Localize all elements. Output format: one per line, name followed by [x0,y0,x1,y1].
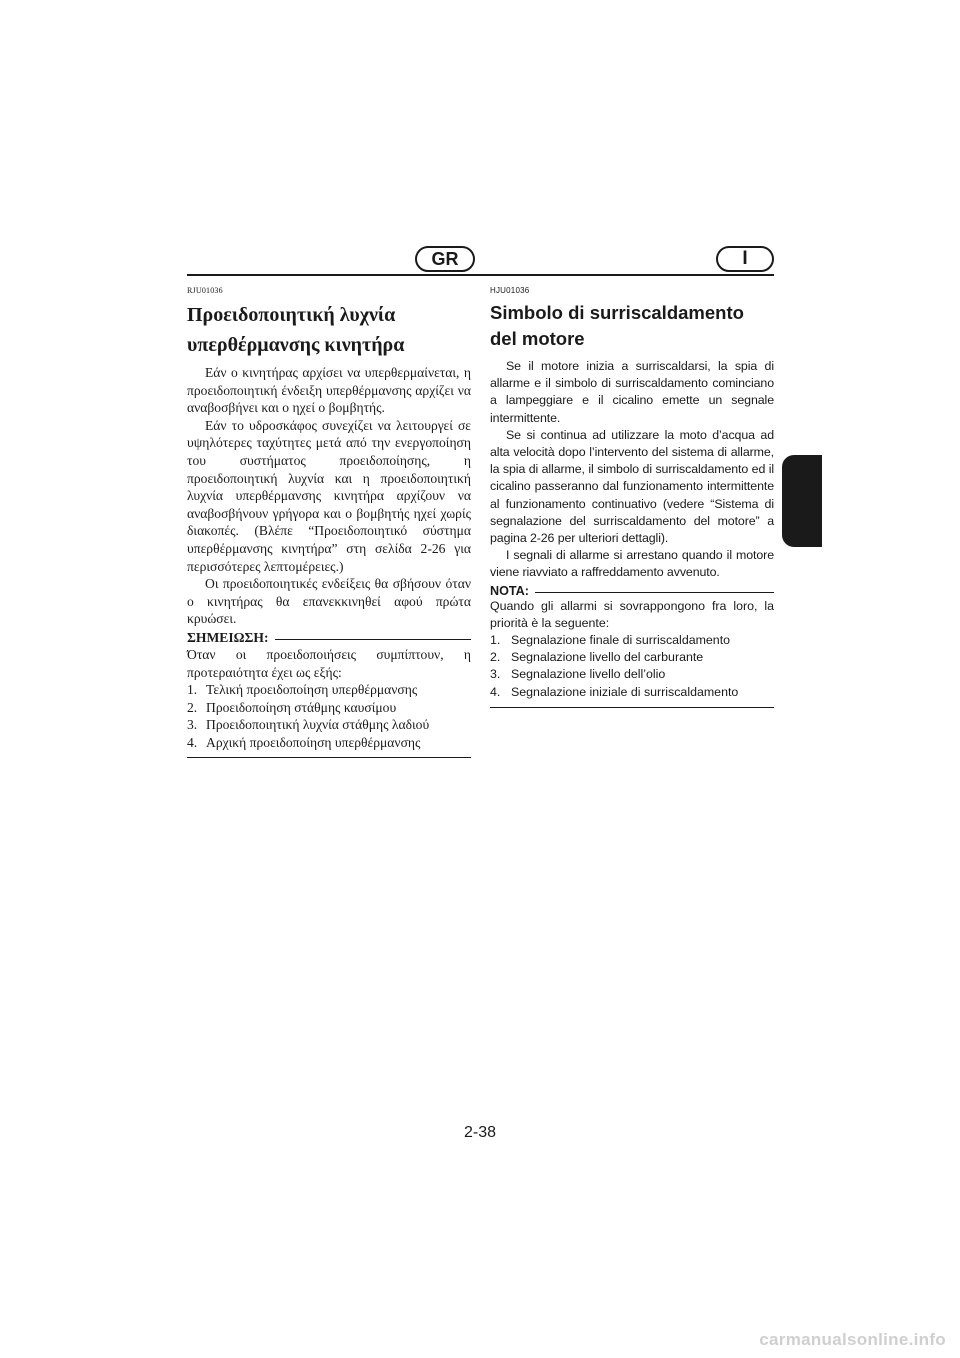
note-label: NOTA: [490,583,529,598]
body-paragraph: Εάν ο κινητήρας αρχίσει να υπερθερμαίνεται, η προειδοποιητική ένδειξη υπερθέρμανσης αρχίζει να αναβοσβήνει και ο ηχεί ο βομβητής. [187,365,471,416]
list-text: Αρχική προειδοποίηση υπερθέρμανσης [206,734,421,750]
list-number: 3. [490,667,501,682]
language-badge-i: I [716,246,774,272]
list-text: Segnalazione finale di surriscaldamento [511,633,731,648]
section-title: Προειδοποιητική λυχνία υπερθέρμανσης κινητήρα [187,304,405,356]
body-paragraph: I segnali di allarme si arrestano quando il motore viene riavviato a raffreddamento avvenuto. [490,548,774,580]
body-paragraph: Se si continua ad utilizzare la moto d’acqua ad alta velocità dopo l’intervento del sistema di allarme, la spia di allarme, il simbolo di surriscaldamento ed il cicalino passeranno dal funzionamento intermittente al funzionamento continuativo (vedere “Sistema di segnalazione del surriscaldamento del motore” a pagina 2-26 per ulteriori dettagli). [490,427,774,546]
language-badge-gr: GR [415,246,475,272]
list-text: Προειδοποίηση στάθμης καυσίμου [206,699,397,715]
list-number: 4. [187,734,198,750]
body-paragraph: Οι προειδοποιητικές ενδείξεις θα σβήσουν όταν ο κινητήρας θα επανεκκινηθεί αφού πρώτα κρυώσει. [187,576,471,627]
note-list [187,681,471,751]
watermark: carmanualsonline.info [759,1330,946,1349]
list-item [490,684,774,701]
list-text: Προειδοποιητική λυχνία στάθμης λαδιού [206,717,430,733]
note-rule [535,592,774,593]
note-body [490,598,774,701]
list-number: 2. [187,699,198,715]
list-item [490,649,774,666]
list-item [187,699,471,717]
section-title: Simbolo di surriscaldamento del motore [490,302,744,349]
list-number: 1. [187,682,198,698]
list-item [187,734,471,752]
list-item [187,716,471,734]
note-heading [187,630,471,646]
italian-column [490,286,774,708]
chapter-thumb-tab [782,455,822,547]
list-number: 3. [187,717,198,733]
note-end-rule [187,757,471,758]
list-item [490,666,774,683]
body-paragraph: Εάν το υδροσκάφος συνεχίζει να λειτουργεί σε υψηλότερες ταχύτητες μετά από την ενεργοποίηση του συστήματος προειδοποίησης, η προειδοποιητική λυχνία και η προειδοποιητική λυχνία υπερθέρμανσης κινητήρα αρχίζουν να αναβοσβήνουν γρήγορα και ο βομβητής ηχεί χωρίς διακοπές. (Βλέπε “Προειδοποιητικό σύστημα υπερθέρμανσης κινητήρα” στη σελίδα 2-26 για περισσότερες λεπτομέρειες.) [187,417,471,574]
note-rule [275,639,471,640]
list-text: Segnalazione iniziale di surriscaldamento [511,684,739,699]
note-heading [490,584,774,598]
body-paragraph: Se il motore inizia a surriscaldarsi, la spia di allarme e il simbolo di surriscaldamento cominciano a lampeggiare e il cicalino emette un segnale intermittente. [490,359,774,425]
section-code: HJU01036 [490,286,530,295]
greek-column [187,286,471,758]
section-code: RJU01036 [187,286,223,295]
note-end-rule [490,707,774,708]
note-intro: Quando gli allarmi si sovrappongono fra loro, la priorità è la seguente: [490,598,774,630]
note-body [187,646,471,752]
note-intro: Όταν οι προειδοποιήσεις συμπίπτουν, η προτεραιότητα έχει ως εξής: [187,646,471,680]
note-label: ΣΗΜΕΙΩΣΗ: [187,629,269,645]
list-number: 4. [490,684,501,699]
list-text: Segnalazione livello del carburante [511,650,704,665]
list-text: Τελική προειδοποίηση υπερθέρμανσης [206,682,418,698]
list-item [187,681,471,699]
list-text: Segnalazione livello dell’olio [511,667,666,682]
header-rule [187,274,774,276]
page-number: 2-38 [463,1124,497,1141]
note-list [490,632,774,701]
list-number: 1. [490,633,501,648]
list-item [490,632,774,649]
list-number: 2. [490,650,501,665]
